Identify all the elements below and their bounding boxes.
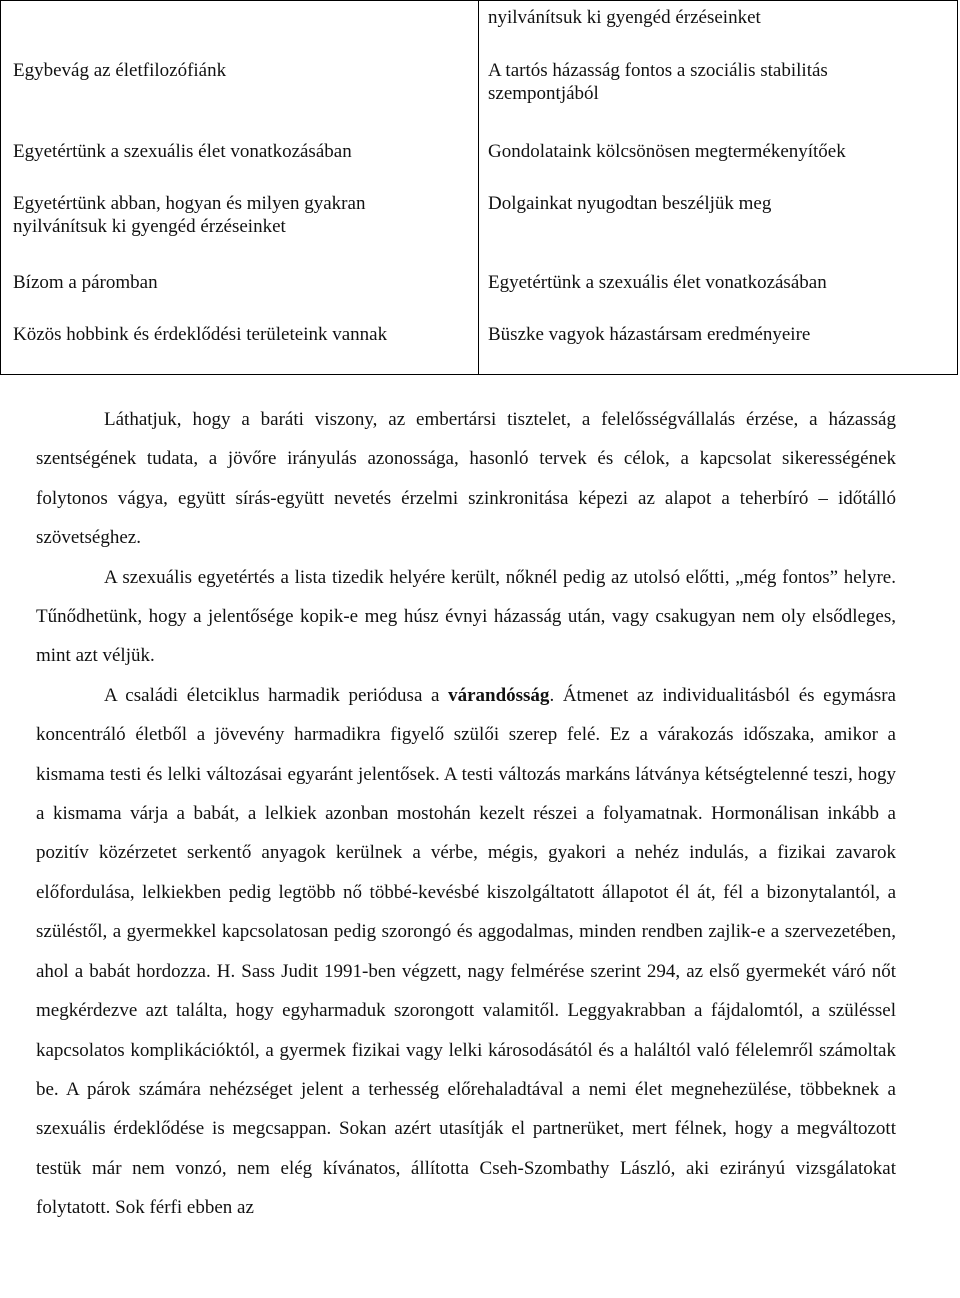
paragraph [36, 676, 896, 1228]
paragraph: A szexuális egyetértés a lista tizedik helyére került, nőknél pedig az utolsó előtti, „még fontos” helyre. Tűnődhetünk, hogy a jelentősége kopik-e meg húsz évnyi házasság után, vagy csakugyan nem oly elsődleges, mint azt véljük. [36, 566, 896, 667]
right-item: nyilvánítsuk ki gyengéd érzéseinket [488, 7, 761, 28]
paragraph: Láthatjuk, hogy a baráti viszony, az embertársi tisztelet, a felelősségvállalás érzése, a házasság szentségének tudata, a jövőre irányulás azonossága, hasonló tervek és célok, a kapcsolat sikerességének folytonos vágya, együtt sírás-együtt nevetés érzelmi szinkronitása képezi az alapot a teherbíró – időtálló szövetséghez. [36, 409, 896, 549]
left-item: Közös hobbink és érdeklődési területeink vannak [13, 324, 388, 345]
comparison-table [0, 0, 958, 375]
paragraph-text: A családi életciklus harmadik periódusa a [104, 684, 449, 706]
right-item: A tartós házasság fontos a szociális stabilitás szempontjából [488, 60, 828, 104]
right-item: Büszke vagyok házastársam eredményeire [488, 324, 811, 345]
right-item: Gondolataink kölcsönösen megtermékenyítőek [488, 141, 846, 162]
left-item: Egyetértünk abban, hogyan és milyen gyakran nyilvánítsuk ki gyengéd érzéseinket [13, 193, 366, 237]
left-item: Bízom a páromban [13, 272, 158, 293]
left-item: Egybevág az életfilozófiánk [13, 60, 227, 81]
body-text [36, 400, 896, 1228]
right-column [479, 1, 958, 375]
bold-term: várandósság [448, 684, 550, 706]
left-column [1, 1, 479, 375]
right-item: Dolgainkat nyugodtan beszéljük meg [488, 193, 772, 214]
right-item: Egyetértünk a szexuális élet vonatkozásában [488, 272, 827, 293]
left-item: Egyetértünk a szexuális élet vonatkozásában [13, 141, 352, 162]
paragraph-text: . Átmenet az individualitásból és egymásra koncentráló életből a jövevény harmadikra figyelő szülői szerep felé. Ez a várakozás időszaka, amikor a kismama testi és lelki változásai egyaránt jelentősek. A testi változás markáns látványa kétségtelenné teszi, hogy a kismama várja a babát, a lelkiek azonban mostohán kezelt részei a folyamatnak. Hormonálisan inkább a pozitív közérzetet serkentő anyagok kerülnek a vérbe, mégis, gyakori a nehéz indulás, a fizikai zavarok előfordulása, lelkiekben pedig legtöbb nő többé-kevésbé kiszolgáltatott állapotot él át, fél a bizonytalantól, a szüléstől, a gyermekkel kapcsolatosan pedig szorongó és aggodalmas, minden rendben zajlik-e a szervezetében, ahol a babát hordozza. H. Sass Judit 1991-ben végzett, nagy felmérése szerint 294, az első gyermekét váró nőt megkérdezve azt találta, hogy egyharmaduk szorongott valamitől. Leggyakrabban a fájdalomtól, a szüléssel kapcsolatos komplikációktól, a gyermek fizikai vagy lelki károsodásától és a haláltól való félelemről számoltak be. A párok számára nehézséget jelent a terhesség előrehaladtával a nemi élet megnehezülése, többeknek a szexuális érdeklődése is megcsappan. Sokan azért utasítják el partnerüket, mert félnek, hogy a megváltozott testük már nem vonzó, nem elég kívánatos, állította Cseh-Szombathy László, aki ezirányú vizsgálatokat folytatott. Sok férfi ebben az [36, 684, 896, 1219]
